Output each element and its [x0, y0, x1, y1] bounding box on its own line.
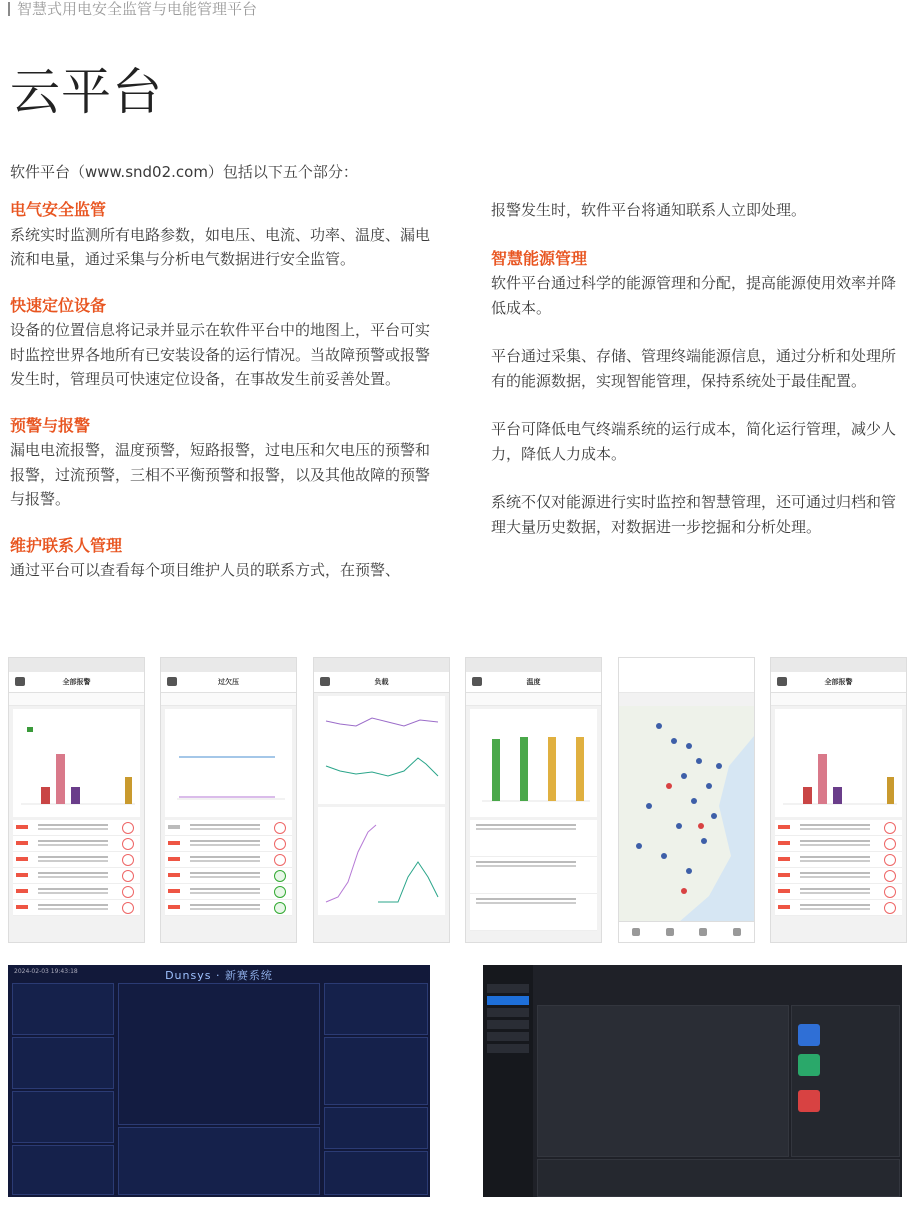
intro-text: 软件平台（www.snd02.com）包括以下五个部分： [10, 163, 358, 181]
dash-table-panel [118, 1127, 320, 1195]
section-body-alarm: 漏电电流报警，温度预警，短路报警，过电压和欠电压的预警和报警，过流预警，三相不平衡预警和报警，以及其他故障的预警与报警。 [10, 441, 431, 508]
dashboard-title: Dunsys · 新赛系统 [165, 969, 273, 982]
load-line-chart-1 [318, 696, 445, 804]
phone-screenshot-all-alarms [8, 657, 145, 943]
dash-stats-panel-b [791, 1005, 900, 1157]
section-title-electrical-safety: 电气安全监管 [10, 200, 107, 219]
voltage-line-chart [165, 709, 292, 817]
section-body-electrical-safety: 系统实时监测所有电路参数，如电压、电流、功率、温度、漏电流和电量，通过采集与分析电气数据进行安全监管。 [10, 225, 431, 268]
device-icon[interactable] [666, 928, 674, 936]
phone-nav-title: 过欠压 [218, 678, 239, 686]
phone-nav-title: 全部报警 [62, 678, 91, 686]
back-icon [15, 677, 25, 686]
device-map[interactable] [619, 706, 754, 922]
energy-paragraph-4: 系统不仅对能源进行实时监控和智慧管理，还可通过归档和管理大量历史数据，对数据进一步挖掘和分析处理。 [491, 493, 897, 536]
dashboard-screenshot-dark-gray [483, 965, 902, 1197]
phone-nav-title: 全部报警 [824, 678, 853, 686]
section-title-device-locate: 快速定位设备 [10, 295, 107, 315]
dashboard-screenshot-dark-blue [8, 965, 430, 1197]
alarm-bar-chart [13, 709, 140, 817]
dash-map-panel[interactable] [118, 983, 320, 1125]
back-icon [777, 677, 787, 686]
dash-panel-8 [324, 1151, 428, 1195]
page-title: 云平台 [10, 63, 163, 121]
header-title: 智慧式用电安全监管与电能管理平台 [17, 0, 258, 18]
section-title-alarm: 预警与报警 [10, 415, 91, 435]
section-body-contacts-part1: 通过平台可以查看每个项目维护人员的联系方式，在预警、 [10, 561, 401, 579]
section-body-device-locate: 设备的位置信息将记录并显示在软件平台中的地图上，平台可实时监控世界各地所有已安装设备的运行情况。当故障预警或报警发生时，管理员可快速定位设备，在事故发生前妥善处置。 [10, 321, 431, 388]
energy-paragraph-3: 平台可降低电气终端系统的运行成本，简化运行管理，减少人力，降低人力成本。 [491, 420, 897, 463]
alarm-icon[interactable] [699, 928, 707, 936]
back-icon [167, 677, 177, 686]
dash-panel-3 [12, 1091, 114, 1143]
dash-panel-1 [12, 983, 114, 1035]
phone-screenshot-all-alarms-2 [770, 657, 907, 943]
right-column [491, 198, 907, 539]
back-icon [320, 677, 330, 686]
phone-nav-title: 负载 [374, 678, 389, 686]
phone-tabbar [619, 921, 754, 942]
load-line-chart-2 [318, 807, 445, 915]
dash-panel-7 [324, 1107, 428, 1149]
temperature-bar-chart [470, 709, 597, 817]
phone-screenshot-map [618, 657, 755, 943]
phone-screenshot-voltage [160, 657, 297, 943]
dash-table-panel-b [537, 1159, 900, 1197]
energy-paragraph-2: 平台通过采集、存储、管理终端能源信息，通过分析和处理所有的能源数据，实现智能管理，保持系统处于最佳配置。 [491, 347, 897, 390]
home-icon[interactable] [632, 928, 640, 936]
dash-panel-6 [324, 1037, 428, 1105]
left-column [10, 198, 430, 583]
dash-map-panel-b[interactable] [537, 1005, 789, 1157]
section-title-energy: 智慧能源管理 [491, 248, 588, 268]
section-body-contacts-part2: 报警发生时，软件平台将通知联系人立即处理。 [491, 201, 807, 219]
energy-paragraph-1: 软件平台通过科学的能源管理和分配，提高能源使用效率并降低成本。 [491, 274, 897, 317]
alarm-bar-chart-2 [775, 709, 902, 817]
dash-sidebar [483, 965, 533, 1197]
header-rule [8, 2, 10, 16]
dash-panel-5 [324, 983, 428, 1035]
dash-panel-2 [12, 1037, 114, 1089]
back-icon [472, 677, 482, 686]
phone-screenshot-load [313, 657, 450, 943]
user-icon[interactable] [733, 928, 741, 936]
phone-nav-title: 温度 [526, 678, 541, 686]
section-title-contacts: 维护联系人管理 [10, 535, 123, 555]
dashboard-time: 2024-02-03 19:43:18 [14, 968, 78, 975]
phone-screenshot-temperature [465, 657, 602, 943]
header-bar [8, 0, 257, 18]
dash-panel-4 [12, 1145, 114, 1195]
